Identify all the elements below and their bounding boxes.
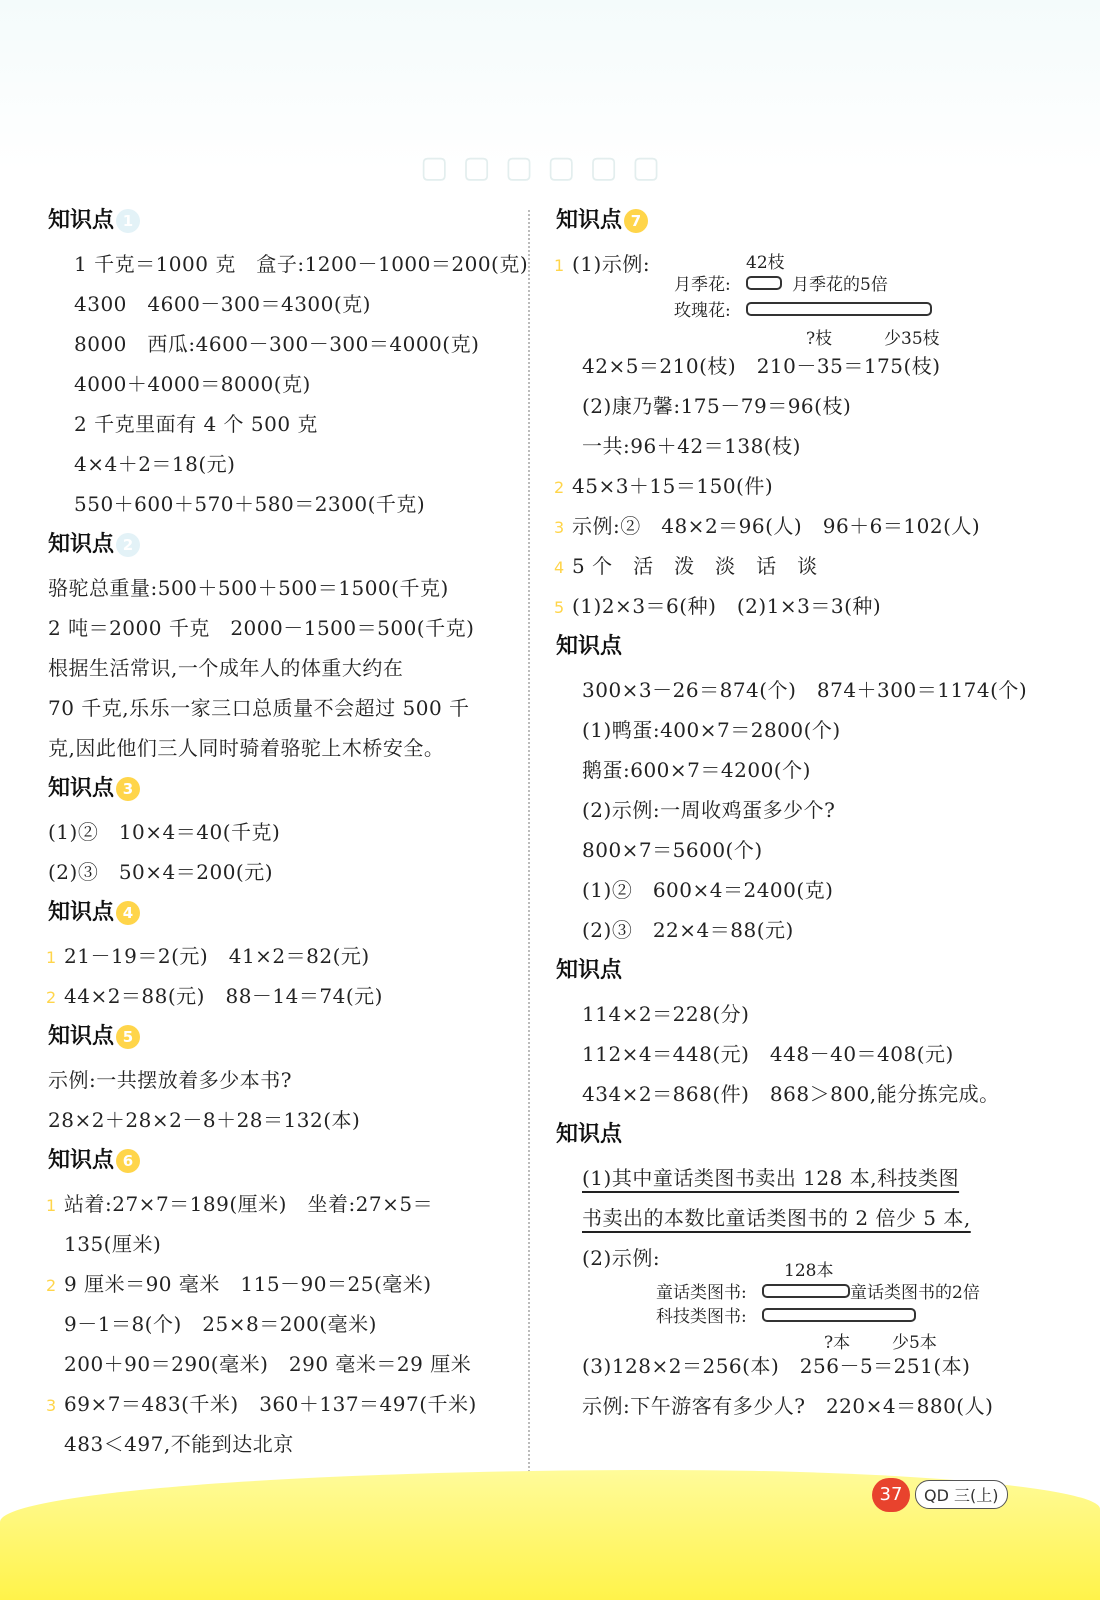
diagram-bar-short <box>746 276 782 290</box>
diagram-question: ?本 <box>824 1333 851 1353</box>
answer-line: 骆驼总重量:500＋500＋500＝1500(千克) <box>48 576 449 600</box>
answer-line-underlined <box>548 1158 1068 1198</box>
answer-item <box>548 506 1068 546</box>
item-text: 站着:27×7＝189(厘米) 坐着:27×5＝ <box>64 1192 434 1216</box>
item-text: 135(厘米) <box>64 1232 162 1256</box>
diagram-less-note: 少5本 <box>892 1333 937 1353</box>
section-title-1 <box>48 204 520 238</box>
answer-line: 示例:下午游客有多少人? 220×4＝880(人) <box>582 1394 994 1418</box>
right-column <box>548 200 1068 1426</box>
section-badge: 2 <box>116 533 140 557</box>
answer-item <box>40 1304 520 1344</box>
section-badge: 1 <box>116 209 140 233</box>
item-text: 483＜497,不能到达北京 <box>64 1432 294 1456</box>
answer-item <box>40 1224 520 1264</box>
answer-item <box>40 1184 520 1224</box>
segment-diagram-books <box>548 1256 1068 1353</box>
answer-line: (1)② 10×4＝40(千克) <box>48 820 281 844</box>
diagram-row1-note: 月季花的5倍 <box>792 275 888 295</box>
item-number: 1 <box>46 1196 57 1215</box>
item-text: 200＋90＝290(毫米) 290 毫米＝29 厘米 <box>64 1352 472 1376</box>
answer-item <box>40 1344 520 1384</box>
item-number: 2 <box>554 478 565 497</box>
item-number: 3 <box>554 518 565 537</box>
section-label: 知识点 <box>48 1024 115 1049</box>
item-number: 2 <box>46 1276 57 1295</box>
section-badge: 5 <box>116 1025 140 1049</box>
left-column <box>40 200 529 1464</box>
diagram-less-note: 少35枝 <box>884 329 940 349</box>
item-text: 示例:② 48×2＝96(人) 96＋6＝102(人) <box>572 514 981 538</box>
answer-line: (2)示例: <box>582 1246 661 1270</box>
item-text: 45×3＋15＝150(件) <box>572 474 774 498</box>
section-badge: 6 <box>116 1149 140 1173</box>
item-number: 2 <box>46 988 57 1007</box>
section-label: 知识点 <box>48 776 115 801</box>
answer-item <box>40 1424 520 1464</box>
answer-line: 4000＋4000＝8000(克) <box>74 372 311 396</box>
answer-line: 550＋600＋570＋580＝2300(千克) <box>74 492 426 516</box>
diagram-question: ?枝 <box>806 329 833 349</box>
answer-line: 4×4＋2＝18(元) <box>74 452 236 476</box>
answer-line: 112×4＝448(元) 448－40＝408(元) <box>582 1042 954 1066</box>
answer-line: (2)③ 22×4＝88(元) <box>582 918 794 942</box>
diagram-row1-note: 童话类图书的2倍 <box>850 1283 980 1303</box>
answer-line: 114×2＝228(分) <box>582 1002 750 1026</box>
section-label: 知识点 <box>556 634 623 659</box>
diagram-bar-long <box>762 1308 916 1322</box>
item-text: 5 个 活 泼 淡 话 谈 <box>572 554 818 578</box>
section-title-5 <box>48 1020 520 1054</box>
answer-line: 2 吨＝2000 千克 2000－1500＝500(千克) <box>48 616 475 640</box>
answer-line: 根据生活常识,一个成年人的体重大约在 <box>48 656 404 680</box>
diagram-top-label: 42枝 <box>746 253 785 273</box>
item-number: 3 <box>46 1396 57 1415</box>
diagram-row1-label: 童话类图书: <box>656 1283 747 1303</box>
answer-item <box>40 976 520 1016</box>
item-text: 21－19＝2(元) 41×2＝82(元) <box>64 944 370 968</box>
section-title-7 <box>556 204 1068 238</box>
item-number: 1 <box>46 948 57 967</box>
answer-line: 2 千克里面有 4 个 500 克 <box>74 412 318 436</box>
answer-line-underlined <box>548 1198 1068 1238</box>
section-label: 知识点 <box>48 900 115 925</box>
diagram-row2-label: 科技类图书: <box>656 1307 747 1327</box>
answer-item <box>548 546 1068 586</box>
section-badge: 4 <box>116 901 140 925</box>
column-divider <box>528 210 530 1480</box>
section-label: 知识点 <box>556 208 623 233</box>
item-text: 69×7＝483(千米) 360＋137＝497(千米) <box>64 1392 477 1416</box>
answer-line: 克,因此他们三人同时骑着骆驼上木桥安全。 <box>48 736 445 760</box>
answer-line: 434×2＝868(件) 868＞800,能分拣完成。 <box>582 1082 1000 1106</box>
item-text: (1)2×3＝6(种) (2)1×3＝3(种) <box>572 594 882 618</box>
answer-line: (2)康乃馨:175－79＝96(枝) <box>582 394 852 418</box>
diagram-top-label: 128本 <box>784 1261 834 1281</box>
answer-line: 示例:一共摆放着多少本书? <box>48 1068 292 1092</box>
faint-header-title: ▢▢▢▢▢▢ <box>420 150 675 185</box>
item-text: (1)示例: <box>572 252 651 276</box>
segment-diagram-flowers <box>548 250 1068 349</box>
section-title-2 <box>48 528 520 562</box>
item-number: 1 <box>554 256 565 275</box>
underlined-text: (1)其中童话类图书卖出 128 本,科技类图 <box>582 1166 960 1190</box>
section-title-6 <box>48 1144 520 1178</box>
section-title-8 <box>556 630 1068 664</box>
answer-line: (2)③ 50×4＝200(元) <box>48 860 274 884</box>
answer-line: (3)128×2＝256(本) 256－5＝251(本) <box>582 1354 971 1378</box>
diagram-bar-short <box>762 1284 850 1298</box>
answer-line: 70 千克,乐乐一家三口总质量不会超过 500 千 <box>48 696 470 720</box>
answer-line: 1 千克＝1000 克 盒子:1200－1000＝200(克) <box>74 252 529 276</box>
section-title-4 <box>48 896 520 930</box>
answer-line: 28×2＋28×2－8＋28＝132(本) <box>48 1108 361 1132</box>
answer-line: 鹅蛋:600×7＝4200(个) <box>582 758 811 782</box>
answer-line: 8000 西瓜:4600－300－300＝4000(克) <box>74 332 480 356</box>
section-label: 知识点 <box>48 208 115 233</box>
item-text: 44×2＝88(元) 88－14＝74(元) <box>64 984 383 1008</box>
section-badge: 3 <box>116 777 140 801</box>
answer-line: 4300 4600－300＝4300(克) <box>74 292 371 316</box>
diagram-bar-long <box>746 302 932 316</box>
answer-line: (1)鸭蛋:400×7＝2800(个) <box>582 718 841 742</box>
section-label: 知识点 <box>48 1148 115 1173</box>
answer-line: 一共:96＋42＝138(枝) <box>582 434 801 458</box>
item-text: 9－1＝8(个) 25×8＝200(毫米) <box>64 1312 377 1336</box>
answer-item <box>548 466 1068 506</box>
diagram-row2-label: 玫瑰花: <box>674 301 731 321</box>
page-number: 37 <box>872 1478 910 1512</box>
answer-item <box>40 936 520 976</box>
section-label: 知识点 <box>48 532 115 557</box>
item-number: 4 <box>554 558 565 577</box>
section-title-9 <box>556 954 1068 988</box>
item-number: 5 <box>554 598 565 617</box>
answer-item <box>548 586 1068 626</box>
edition-code: QD 三(上) <box>915 1480 1008 1509</box>
item-text: 9 厘米＝90 毫米 115－90＝25(毫米) <box>64 1272 432 1296</box>
section-label: 知识点 <box>556 958 623 983</box>
section-badge: 7 <box>624 209 648 233</box>
answer-line: (1)② 600×4＝2400(克) <box>582 878 834 902</box>
answer-line: 800×7＝5600(个) <box>582 838 763 862</box>
section-title-10 <box>556 1118 1068 1152</box>
answer-line: (2)示例:一周收鸡蛋多少个? <box>582 798 836 822</box>
underlined-text: 书卖出的本数比童话类图书的 2 倍少 5 本, <box>582 1206 971 1230</box>
answer-line: 300×3－26＝874(个) 874＋300＝1174(个) <box>582 678 1028 702</box>
diagram-row1-label: 月季花: <box>674 275 731 295</box>
section-label: 知识点 <box>556 1122 623 1147</box>
section-title-3 <box>48 772 520 806</box>
answer-line: 42×5＝210(枝) 210－35＝175(枝) <box>582 354 941 378</box>
answer-item <box>40 1264 520 1304</box>
header-band <box>0 0 1100 170</box>
answer-item <box>40 1384 520 1424</box>
